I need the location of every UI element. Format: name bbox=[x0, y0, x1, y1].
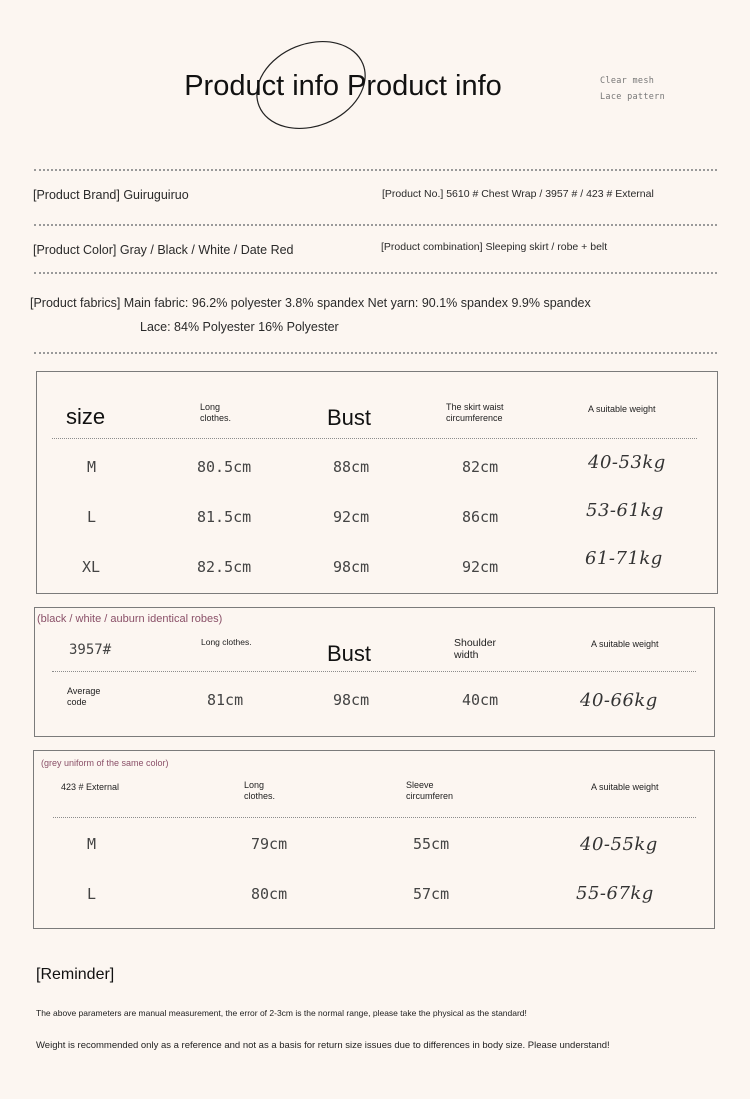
product-number: [Product No.] 5610 # Chest Wrap / 3957 # / 423 # External bbox=[382, 188, 654, 200]
weight-header: A suitable weight bbox=[588, 404, 656, 414]
reminder-title: [Reminder] bbox=[36, 966, 115, 983]
divider bbox=[34, 352, 717, 354]
page-title: Product info Product info bbox=[184, 70, 502, 102]
header-rule bbox=[52, 671, 696, 672]
size-header: size bbox=[66, 404, 106, 429]
size-table-423: (grey uniform of the same color) 423 # External Long clothes. Sleeve circumferen A suitable weight M 79cm 55cm 40-55kg L 80cm 57cm 55-67kg bbox=[33, 750, 715, 929]
product-brand: [Product Brand] Guiruguiruo bbox=[33, 188, 189, 202]
length-header: Long clothes. bbox=[244, 780, 276, 801]
header-rule bbox=[52, 438, 697, 439]
divider bbox=[34, 224, 717, 226]
size-table-5610: size Long clothes. Bust The skirt waist circumference A suitable weight M 80.5cm 88cm 82cm 40-53kg L 81.5cm 92cm 86cm 53-61kg XL 82.5cm 98cm 92cm 61-71kg bbox=[36, 371, 718, 594]
product-lace: Lace: 84% Polyester 16% Polyester bbox=[140, 320, 339, 334]
length-header: Long clothes. bbox=[200, 402, 232, 423]
weight-header: A suitable weight bbox=[591, 639, 659, 649]
sleeve-header: Sleeve circumferen bbox=[406, 780, 454, 801]
reminder-weight-note: Weight is recommended only as a reference and not as a basis for return size issues due to differences in body size. Please understand! bbox=[36, 1040, 610, 1051]
header-rule bbox=[53, 817, 696, 818]
product-color: [Product Color] Gray / Black / White / Date Red bbox=[33, 243, 294, 257]
product-fabrics: [Product fabrics] Main fabric: 96.2% polyester 3.8% spandex Net yarn: 90.1% spandex 9.9% spandex bbox=[30, 296, 591, 310]
side-note-mesh: Clear mesh bbox=[600, 76, 655, 86]
side-note-lace: Lace pattern bbox=[600, 92, 666, 102]
size-table-3957: (black / white / auburn identical robes) 3957# Long clothes. Bust Shoulder width A suitable weight Average code 81cm 98cm 40cm 40-66kg bbox=[34, 607, 715, 737]
waist-header: The skirt waist circumference bbox=[446, 402, 504, 423]
bust-header: Bust bbox=[327, 405, 372, 430]
bust-header: Bust bbox=[327, 641, 372, 666]
code-header: 3957# bbox=[69, 642, 112, 658]
code-header: 423 # External bbox=[61, 782, 120, 792]
reminder-measurement-note: The above parameters are manual measurement, the error of 2-3cm is the normal range, please take the physical as the standard! bbox=[36, 1008, 527, 1018]
divider bbox=[34, 272, 717, 274]
table-caption: (black / white / auburn identical robes) bbox=[37, 613, 223, 625]
weight-header: A suitable weight bbox=[591, 782, 659, 792]
length-header: Long clothes. bbox=[201, 637, 252, 647]
table-caption: (grey uniform of the same color) bbox=[41, 758, 169, 768]
shoulder-header: Shoulder width bbox=[454, 637, 497, 661]
divider bbox=[34, 169, 717, 171]
product-combination: [Product combination] Sleeping skirt / robe + belt bbox=[381, 241, 608, 253]
